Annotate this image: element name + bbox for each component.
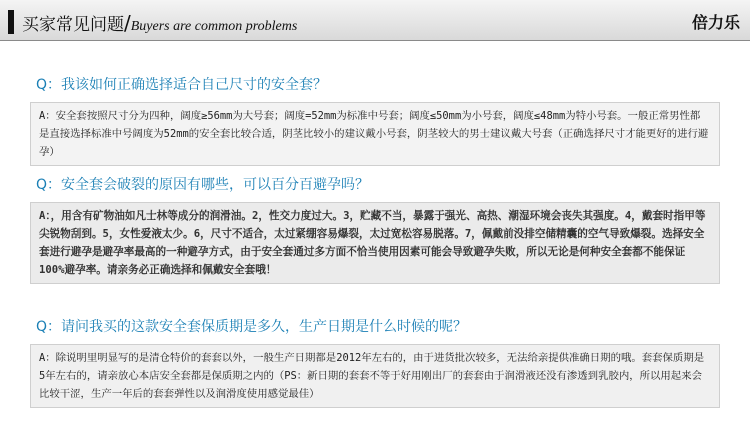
brand-logo: 倍力乐 bbox=[691, 13, 740, 32]
header-accent-bar bbox=[8, 10, 14, 34]
title-slash: / bbox=[124, 11, 131, 35]
faq-question: Q：安全套会破裂的原因有哪些，可以百分百避孕吗？ bbox=[36, 177, 370, 193]
page-title bbox=[22, 10, 297, 35]
faq-answer: A：，用含有矿物油如凡士林等成分的润滑油。2，性交力度过大。3，贮藏不当，暴露于强光、高热、潮湿环境会丧失其强度。4，戴套时指甲等尖锐物刮到。5，女性爱液太少。6，尺寸不适合，太过紧绷容易爆裂，太过宽松容易脱落。7，佩戴前没排空储精囊的空气导致爆裂。选择安全套进行避孕是避孕率最高的一种避孕方式，由于安全套通过多方面不恰当使用因素可能会导致避孕失败，所以无论是何种安全套都不能保证100%避孕率。请亲务必正确选择和佩戴安全套哦！ bbox=[30, 202, 720, 284]
faq-item-shelf-life bbox=[30, 316, 720, 408]
faq-answer: A：安全套按照尺寸分为四种，阔度≥56mm为大号套；阔度=52mm为标准中号套；阔度≤50mm为小号套，阔度≤48mm为特小号套。一般正常男性都是直接选择标准中号阔度为52mm的安全套比较合适，阴茎比较小的建议戴小号套，阴茎较大的男士建议戴大号套（正确选择尺寸才能更好的进行避孕） bbox=[30, 102, 720, 166]
faq-question: Q：请问我买的这款安全套保质期是多久，生产日期是什么时候的呢？ bbox=[36, 319, 468, 335]
faq-item-size bbox=[30, 74, 720, 166]
page-title-cn: 买家常见问题 bbox=[22, 15, 124, 35]
faq-item-breakage bbox=[30, 174, 720, 284]
faq-answer: A：除说明里明显写的是清仓特价的套套以外，一般生产日期都是2012年左右的，由于进货批次较多，无法给亲提供准确日期的哦。套套保质期是5年左右的，请亲放心本店安全套都是保质期之内的（PS：新日期的套套不等于好用刚出厂的套套由于润滑液还没有渗透到乳胶内，所以用起来会比较干涩，生产一年后的套套弹性以及润滑度使用感觉最佳） bbox=[30, 344, 720, 408]
header-bar bbox=[0, 0, 750, 41]
faq-question: Q：我该如何正确选择适合自己尺寸的安全套？ bbox=[36, 77, 328, 93]
page-title-en: Buyers are common problems bbox=[130, 19, 298, 34]
